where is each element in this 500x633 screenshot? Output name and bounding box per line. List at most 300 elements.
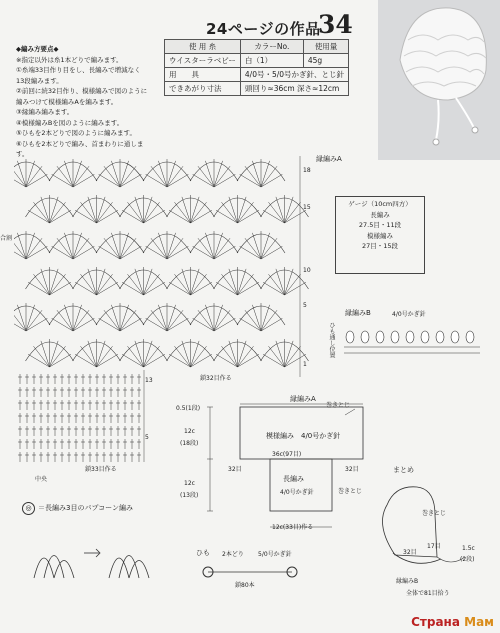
stitch-mark [238, 346, 254, 367]
row-number-5: 5 [145, 434, 149, 441]
stitch-mark [73, 238, 89, 259]
project-number: 34 [318, 10, 353, 39]
stitch-mark [169, 282, 190, 295]
stitch-mark [73, 318, 94, 331]
height-rows-label: (18段) [180, 440, 199, 447]
stitch-mark [146, 246, 167, 259]
stitch-mark [99, 318, 120, 331]
stitch-mark [214, 246, 235, 259]
stitch-mark [193, 174, 214, 187]
stitch-mark [41, 197, 50, 223]
stitch-mark [26, 161, 35, 187]
stitch-mark [285, 202, 301, 223]
top-size-label: 0.5(1段) [176, 405, 201, 412]
stitch-mark [214, 174, 235, 187]
stitch-mark [99, 246, 120, 259]
stitch-mark [198, 166, 214, 187]
stitch-mark [167, 246, 188, 259]
popcorn-mark [346, 331, 354, 343]
page-title: 24ページの作品 [206, 20, 321, 38]
finishing-count-label: 32目 [403, 549, 417, 556]
stitch-mark [214, 161, 223, 187]
finishing-title: まとめ [393, 466, 414, 474]
stitch-mark [17, 305, 26, 331]
stitch-mark [33, 346, 49, 367]
stitch-mark [144, 346, 160, 367]
stitch-mark [191, 210, 212, 223]
spec-yarn: ウイスターラベビー [165, 54, 241, 68]
bottom-chain-label: 12c(33目)作る [272, 524, 314, 531]
product-photo [378, 0, 500, 160]
finishing-size-label: 1.5c [462, 545, 475, 552]
stitch-mark [88, 269, 97, 295]
stitch-mark [245, 310, 261, 331]
stitch-mark [238, 282, 259, 295]
stitch-mark [41, 341, 50, 367]
stitch-mark [169, 210, 190, 223]
stitch-mark [261, 246, 282, 259]
stitch-mark [146, 318, 167, 331]
stitch-mark [41, 269, 50, 295]
side-width-label: 32目 [345, 466, 359, 473]
stitch-mark [144, 354, 165, 367]
stitch-mark [73, 305, 82, 331]
long-stitch-label: 長編み [283, 475, 304, 483]
stitch-mark [261, 233, 270, 259]
string-label: ひも [196, 549, 210, 557]
height-rows-label: (13段) [180, 492, 199, 499]
stitch-mark [151, 238, 167, 259]
stitch-mark [191, 197, 200, 223]
stitch-mark [120, 238, 136, 259]
instruction-line: 編みつけて模様編みAを編みます。 [16, 97, 118, 106]
stitch-mark [104, 166, 120, 187]
stitch-mark [26, 238, 42, 259]
stitch-mark [167, 166, 183, 187]
stitch-mark [198, 238, 214, 259]
edge-b-label: 縁編みB [345, 309, 371, 317]
spec-size-value: 頭回り≈36cm 深さ≈12cm [240, 82, 348, 96]
stitch-mark [57, 238, 73, 259]
edge-b-hook: 4/0号かぎ針 [392, 311, 426, 318]
stitch-mark [26, 318, 47, 331]
stitch-mark [97, 274, 113, 295]
stitch-mark [120, 246, 141, 259]
stitch-mark [216, 210, 237, 223]
stitch-mark [214, 305, 223, 331]
spec-tools-value: 4/0号・5/0号かぎ針、とじ針 [240, 68, 348, 82]
finishing-rows-label: (2段) [460, 556, 475, 563]
instruction-line: 13段編みます。 [16, 76, 63, 85]
stitch-mark [216, 282, 237, 295]
stitch-mark [191, 346, 207, 367]
string-hook: 5/0号かぎ針 [258, 551, 292, 558]
stitch-mark [205, 233, 214, 259]
stitch-mark [214, 238, 230, 259]
gauge-line: 模様編み [367, 231, 393, 240]
finishing-total-label: 全体で81目拾う [406, 590, 450, 597]
center-label: 中央 [35, 476, 48, 483]
gauge-line: 27目・15段 [361, 242, 399, 250]
spec-tools-label: 用 具 [165, 68, 241, 82]
instructions-title: ◆編み方要点◆ [16, 45, 59, 53]
stitch-mark [216, 354, 237, 367]
stitch-mark [17, 233, 26, 259]
stitch-mark [52, 318, 73, 331]
stitch-mark [245, 166, 261, 187]
stitch-mark [50, 346, 66, 367]
stitch-mark [120, 310, 136, 331]
stitch-mark [261, 161, 270, 187]
stitch-mark [182, 269, 191, 295]
string-count: 2本どり [222, 551, 244, 558]
stitch-mark [135, 269, 144, 295]
stitch-mark [221, 346, 237, 367]
stitch-mark [261, 305, 270, 331]
stitch-mark [229, 197, 238, 223]
stitch-mark [285, 282, 306, 295]
stitch-mark [191, 274, 207, 295]
instruction-line: ⑥ひもを2本どりで編み、首まわりに通しま [16, 139, 144, 148]
stitch-mark [167, 238, 183, 259]
chain-start-label: 鎖32目作る [200, 375, 232, 382]
stitch-mark [263, 210, 284, 223]
stitch-mark [214, 166, 230, 187]
stitch-mark [75, 354, 96, 367]
spec-col-yarn: 使 用 糸 [165, 40, 241, 54]
stitch-mark [167, 318, 188, 331]
stitch-mark [276, 197, 285, 223]
stitch-mark [276, 341, 285, 367]
height-label: 12c [184, 428, 195, 435]
popcorn-stitch-icon: ◎ [22, 502, 35, 515]
stitch-mark [144, 269, 153, 295]
stitch-mark [229, 341, 238, 367]
stitch-mark [144, 202, 160, 223]
stitch-mark [261, 166, 277, 187]
stitch-mark [238, 269, 247, 295]
instruction-line: ③縁編み編みます。 [16, 108, 74, 116]
spec-col-amount: 使用量 [303, 40, 348, 54]
stitch-mark [191, 202, 207, 223]
instruction-line: ②前回に続32目作り、模様編みで図のように [16, 87, 148, 95]
stitch-mark [285, 346, 301, 367]
chart-label-edge-a: 縁編みA [316, 155, 342, 163]
stitch-mark [33, 274, 49, 295]
stitch-mark [238, 197, 247, 223]
stitch-mark [144, 197, 153, 223]
stitch-mark [73, 161, 82, 187]
stitch-mark [80, 274, 96, 295]
finishing-count-label: 17目 [427, 543, 441, 550]
edge-b-chart [344, 325, 484, 360]
popcorn-mark [361, 331, 369, 343]
stitch-mark [240, 246, 261, 259]
stitch-mark [50, 202, 66, 223]
stitch-mark [14, 246, 26, 259]
stitch-mark [240, 174, 261, 187]
stitch-mark [182, 197, 191, 223]
popcorn-mark [406, 331, 414, 343]
symbol-description: ＝長編み3目のパプコーン編み [38, 504, 133, 512]
stitch-mark [221, 274, 237, 295]
stitch-mark [104, 310, 120, 331]
stitch-mark [97, 269, 106, 295]
stitch-mark [75, 282, 96, 295]
stitch-mark [26, 166, 42, 187]
stitch-mark [238, 341, 247, 367]
stitch-mark [193, 246, 214, 259]
stitch-mark [120, 305, 129, 331]
stitch-mark [122, 354, 143, 367]
spec-size-label: できあがり寸法 [165, 82, 241, 96]
stitch-mark [120, 318, 141, 331]
instruction-line: ④模様編みBを図のように編みます。 [16, 118, 124, 127]
stitch-mark [97, 197, 106, 223]
stitch-mark [73, 174, 94, 187]
stitch-mark [26, 310, 42, 331]
stitch-mark [50, 210, 71, 223]
watermark [411, 615, 494, 629]
stitch-mark [261, 238, 277, 259]
whip-stitch-label: 巻きとじ [338, 488, 363, 495]
stitch-mark [120, 161, 129, 187]
stitch-mark [73, 310, 89, 331]
stitch-mark [182, 341, 191, 367]
stitch-mark [28, 354, 49, 367]
stitch-mark [104, 238, 120, 259]
stitch-mark [191, 269, 200, 295]
stitch-mark [285, 274, 301, 295]
stitch-mark [151, 166, 167, 187]
popcorn-mark [451, 331, 459, 343]
popcorn-mark [421, 331, 429, 343]
stitch-mark [50, 282, 71, 295]
stitch-mark [75, 210, 96, 223]
stitch-mark [120, 233, 129, 259]
stitch-mark [191, 354, 212, 367]
stitch-mark [263, 354, 284, 367]
instruction-line: す。 [16, 150, 29, 158]
row-number: 10 [303, 267, 311, 274]
stitch-mark [57, 166, 73, 187]
crochet-chart [14, 152, 314, 387]
stitch-mark [122, 282, 143, 295]
gauge-title: ゲージ（10cm四方） [348, 200, 412, 208]
stitch-mark [238, 202, 254, 223]
edge-b-side-label: ひも通し位置 [328, 322, 335, 358]
instruction-line: ①糸端33目作り目をし、長編みで増減なく [16, 66, 141, 74]
row-number: 15 [303, 204, 311, 211]
long-stitch-hook: 4/0号かぎ針 [280, 489, 314, 496]
stitch-mark [252, 305, 261, 331]
stitch-mark [221, 202, 237, 223]
stitch-mark [97, 346, 113, 367]
stitch-mark [50, 197, 59, 223]
stitch-mark [268, 346, 284, 367]
stitch-mark [174, 202, 190, 223]
stitch-mark [261, 318, 282, 331]
stitch-mark [285, 210, 306, 223]
stitch-mark [80, 202, 96, 223]
stitch-mark [158, 161, 167, 187]
stitch-mark [57, 310, 73, 331]
stitch-mark [135, 341, 144, 367]
stitch-mark [97, 282, 118, 295]
stitch-mark [80, 346, 96, 367]
finishing-whip-label: 巻きとじ [422, 510, 447, 517]
stitch-mark [111, 233, 120, 259]
stitch-mark [167, 161, 176, 187]
start-chain-label: 鎖33目作る [85, 466, 117, 473]
stitch-mark [144, 210, 165, 223]
stitch-mark [167, 174, 188, 187]
width-label: 36c(97目) [272, 451, 302, 458]
stitch-mark [97, 210, 118, 223]
stitch-mark [120, 166, 136, 187]
height-label: 12c [184, 480, 195, 487]
stitch-mark [238, 354, 259, 367]
popcorn-mark [436, 331, 444, 343]
stitch-mark [191, 282, 212, 295]
stitch-mark [64, 233, 73, 259]
stitch-mark [14, 318, 26, 331]
stitch-mark [73, 246, 94, 259]
stitch-mark [214, 310, 230, 331]
stitch-mark [97, 341, 106, 367]
stitch-mark [88, 341, 97, 367]
stitch-mark [144, 341, 153, 367]
stitch-illustration [24, 518, 169, 590]
stitch-mark [263, 282, 284, 295]
stitch-mark [151, 310, 167, 331]
stitch-mark [268, 202, 284, 223]
stitch-mark [26, 246, 47, 259]
row-number: 18 [303, 167, 311, 174]
finishing-edge-b-label: 縁編みB [396, 578, 419, 585]
stitch-mark [50, 274, 66, 295]
stitch-mark [191, 341, 200, 367]
stitch-mark [261, 310, 277, 331]
gauge-line: 長編み [370, 210, 390, 219]
stitch-mark [88, 197, 97, 223]
stitch-mark [144, 282, 165, 295]
stitch-mark [97, 202, 113, 223]
lower-chart [14, 370, 159, 470]
stitch-mark [52, 246, 73, 259]
popcorn-mark [376, 331, 384, 343]
stitch-mark [214, 318, 235, 331]
stitch-mark [158, 233, 167, 259]
stitch-mark [229, 269, 238, 295]
stitch-mark [73, 233, 82, 259]
stitch-mark [99, 174, 120, 187]
stitch-mark [127, 202, 143, 223]
spec-col-color: カラーNo. [240, 40, 303, 54]
finishing-diagram [365, 475, 477, 585]
stitch-mark [17, 161, 26, 187]
row-number-13: 13 [145, 377, 153, 384]
stitch-mark [50, 341, 59, 367]
stitch-mark [268, 274, 284, 295]
left-edge-text: 合割 [0, 235, 13, 242]
stitch-mark [26, 233, 35, 259]
stitch-mark [167, 233, 176, 259]
stitch-mark [240, 318, 261, 331]
spec-color: 白（1） [240, 54, 303, 68]
gauge-box [335, 196, 425, 274]
stitch-mark [285, 269, 294, 295]
instructions [16, 44, 166, 160]
stitch-mark [158, 305, 167, 331]
popcorn-mark [391, 331, 399, 343]
instruction-line: ※指定以外は糸1本どりで編みます。 [16, 55, 123, 64]
stitch-mark [167, 310, 183, 331]
spec-table [164, 39, 349, 96]
stitch-mark [120, 174, 141, 187]
stitch-mark [127, 274, 143, 295]
stitch-mark [198, 310, 214, 331]
popcorn-mark [466, 331, 474, 343]
stitch-mark [135, 197, 144, 223]
string-length: 鎖80本 [235, 582, 255, 589]
stitch-mark [285, 341, 294, 367]
stitch-mark [252, 233, 261, 259]
stitch-mark [169, 354, 190, 367]
stitch-mark [193, 318, 214, 331]
stitch-mark [97, 354, 118, 367]
bonnet-image [378, 0, 500, 160]
side-width-label: 32目 [228, 466, 242, 473]
stitch-mark [205, 305, 214, 331]
stitch-mark [52, 174, 73, 187]
pattern-label: 模様編み 4/0号かぎ針 [266, 432, 341, 440]
stitch-mark [73, 166, 89, 187]
stitch-mark [276, 269, 285, 295]
row-number: 5 [303, 302, 307, 309]
watermark-word: Страна [411, 615, 460, 629]
stitch-mark [26, 174, 47, 187]
stitch-mark [64, 161, 73, 187]
stitch-mark [174, 274, 190, 295]
stitch-mark [285, 197, 294, 223]
stitch-mark [238, 274, 254, 295]
stitch-mark [252, 161, 261, 187]
stitch-mark [28, 210, 49, 223]
stitch-mark [261, 174, 282, 187]
top-edge-a-label: 縁編みA [290, 395, 316, 403]
stitch-mark [26, 305, 35, 331]
stitch-mark [245, 238, 261, 259]
instruction-line: ⑤ひもを2本どりで図のように編みます。 [16, 129, 136, 137]
stitch-mark [214, 233, 223, 259]
stitch-mark [50, 354, 71, 367]
stitch-mark [28, 282, 49, 295]
whip-stitch-top-label: 巻きとじ [326, 402, 351, 409]
stitch-mark [64, 305, 73, 331]
stitch-mark [167, 305, 176, 331]
stitch-mark [33, 202, 49, 223]
row-number: 1 [303, 361, 307, 368]
stitch-mark [14, 174, 26, 187]
stitch-mark [205, 161, 214, 187]
stitch-mark [111, 161, 120, 187]
stitch-mark [146, 174, 167, 187]
stitch-mark [174, 346, 190, 367]
stitch-mark [50, 269, 59, 295]
spec-amount: 45g [303, 54, 348, 68]
watermark-word: Мам [464, 615, 494, 629]
